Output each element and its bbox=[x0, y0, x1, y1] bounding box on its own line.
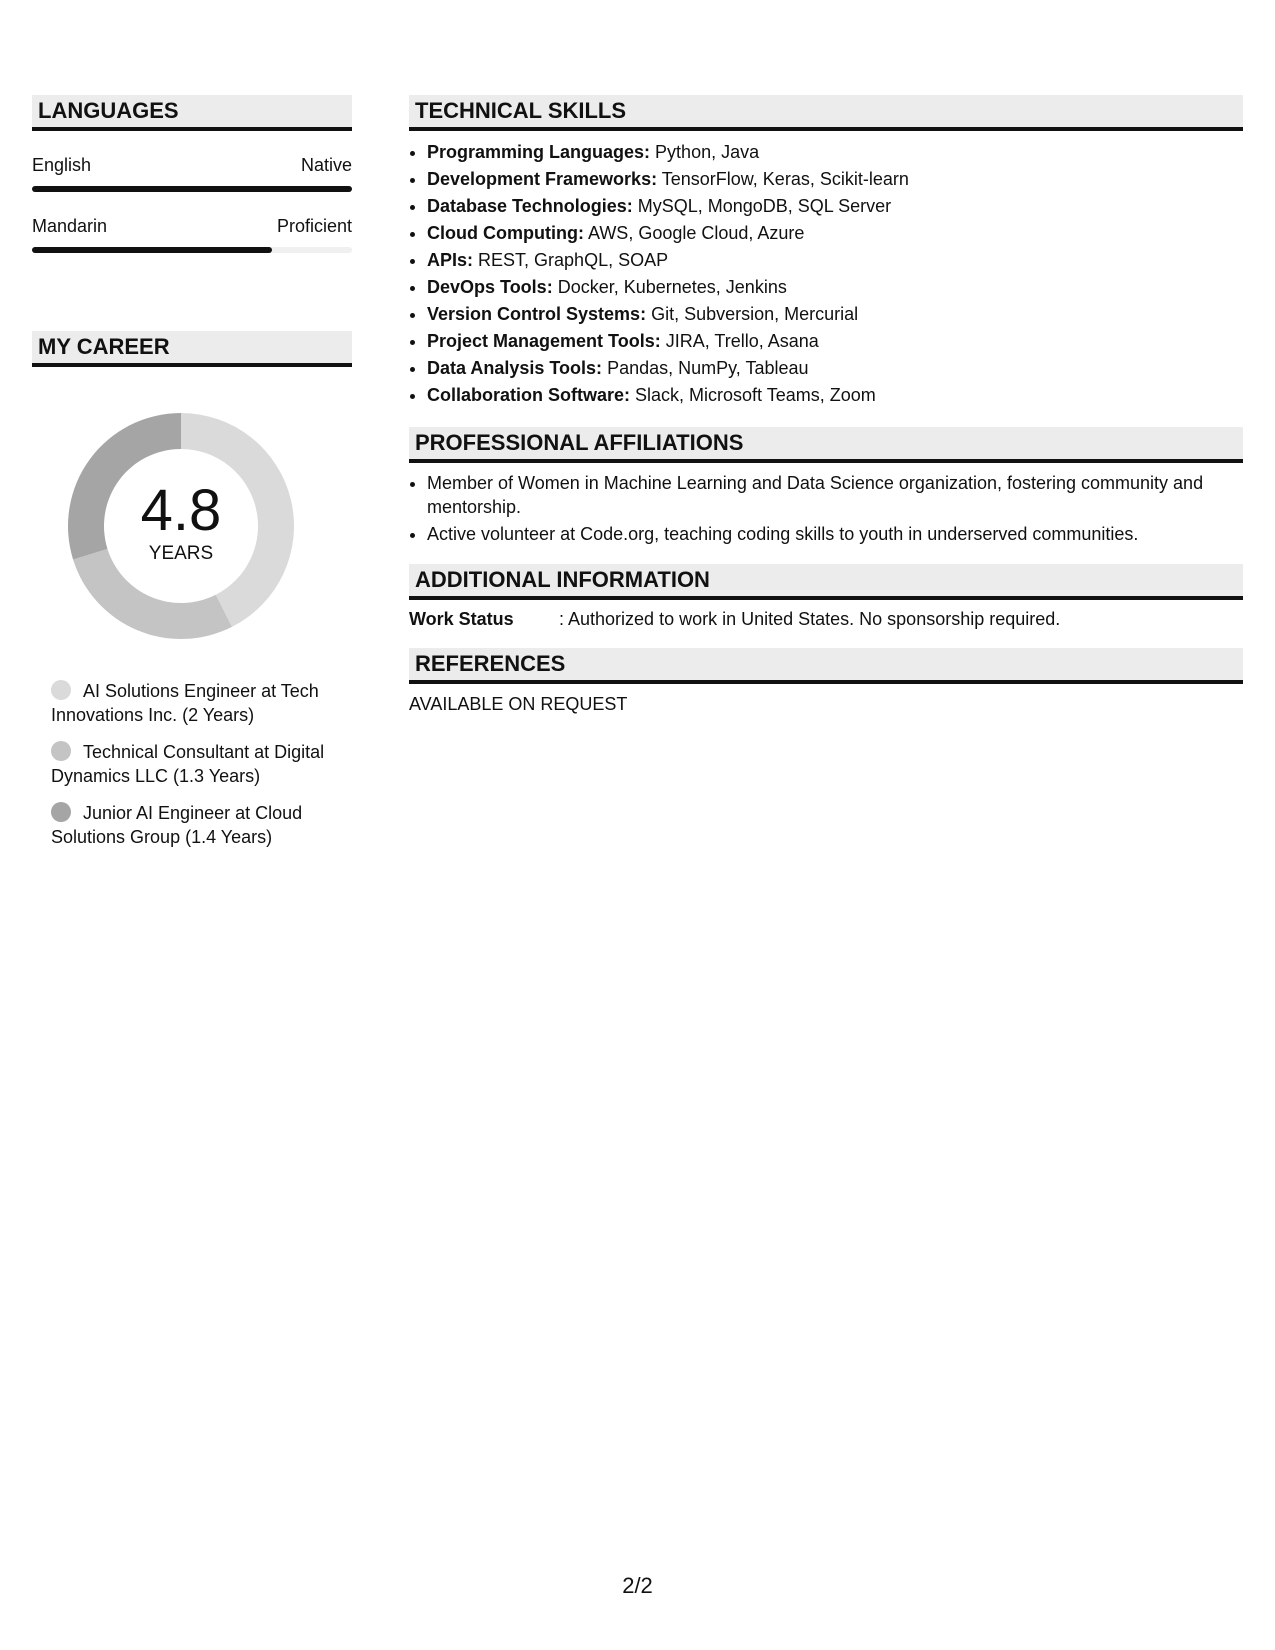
language-bar-track bbox=[32, 247, 352, 253]
language-bar-fill bbox=[32, 186, 352, 192]
language-level: Native bbox=[300, 155, 352, 175]
skill-item bbox=[427, 274, 1243, 301]
skill-label: APIs: bbox=[427, 250, 474, 270]
language-bar-track bbox=[32, 186, 352, 192]
legend-dot-icon bbox=[51, 802, 71, 822]
additional-info-title: ADDITIONAL INFORMATION bbox=[415, 567, 710, 592]
language-bar-fill bbox=[32, 247, 272, 253]
right-column bbox=[409, 95, 1243, 715]
skill-label: Version Control Systems: bbox=[427, 304, 647, 324]
language-level: Proficient bbox=[276, 216, 352, 236]
legend-dot-icon bbox=[51, 741, 71, 761]
skill-label: Collaboration Software: bbox=[427, 385, 631, 405]
affiliations-title: PROFESSIONAL AFFILIATIONS bbox=[415, 430, 744, 455]
legend-label: Technical Consultant at Digital Dynamics LLC (1.3 Years) bbox=[51, 742, 325, 786]
skill-value: Python, Java bbox=[655, 142, 760, 162]
references-header bbox=[409, 648, 1243, 684]
legend-item bbox=[51, 740, 341, 788]
skill-value: REST, GraphQL, SOAP bbox=[478, 250, 669, 270]
skill-label: Project Management Tools: bbox=[427, 331, 661, 351]
skill-label: Data Analysis Tools: bbox=[427, 358, 603, 378]
skill-value: Git, Subversion, Mercurial bbox=[651, 304, 859, 324]
page-number: 2/2 bbox=[622, 1573, 653, 1598]
legend-item bbox=[51, 679, 341, 727]
references-title: REFERENCES bbox=[415, 651, 566, 676]
career-header bbox=[32, 331, 352, 367]
references-text: AVAILABLE ON REQUEST bbox=[409, 694, 628, 714]
skill-item bbox=[427, 247, 1243, 274]
skill-item bbox=[427, 166, 1243, 193]
skill-label: Development Frameworks: bbox=[427, 169, 658, 189]
skills-list bbox=[409, 139, 1243, 409]
skill-label: Programming Languages: bbox=[427, 142, 651, 162]
skill-item bbox=[427, 301, 1243, 328]
skill-label: Cloud Computing: bbox=[427, 223, 584, 243]
career-donut-chart bbox=[66, 411, 296, 641]
language-item bbox=[32, 155, 352, 192]
language-name: English bbox=[32, 155, 92, 175]
additional-info-header bbox=[409, 564, 1243, 600]
legend-item bbox=[51, 801, 341, 849]
skill-label: DevOps Tools: bbox=[427, 277, 553, 297]
skills-title: TECHNICAL SKILLS bbox=[415, 98, 627, 123]
career-legend bbox=[51, 679, 341, 849]
language-name: Mandarin bbox=[32, 216, 108, 236]
skill-value: MySQL, MongoDB, SQL Server bbox=[637, 196, 892, 216]
skill-value: AWS, Google Cloud, Azure bbox=[587, 223, 805, 243]
skill-value: Slack, Microsoft Teams, Zoom bbox=[635, 385, 876, 405]
skill-value: Pandas, NumPy, Tableau bbox=[607, 358, 809, 378]
skill-value: TensorFlow, Keras, Scikit-learn bbox=[661, 169, 909, 189]
work-status-row bbox=[409, 609, 1243, 630]
legend-label: AI Solutions Engineer at Tech Innovations Inc. (2 Years) bbox=[51, 681, 319, 725]
affiliation-item: • Member of Women in Machine Learning and Data Science organization, fostering community and mentorship. bbox=[427, 471, 1243, 519]
skill-value: Docker, Kubernetes, Jenkins bbox=[557, 277, 787, 297]
skill-item bbox=[427, 220, 1243, 247]
skill-value: JIRA, Trello, Asana bbox=[665, 331, 819, 351]
languages-header bbox=[32, 95, 352, 131]
skill-item bbox=[427, 382, 1243, 409]
skill-item bbox=[427, 328, 1243, 355]
skill-label: Database Technologies: bbox=[427, 196, 633, 216]
skills-header bbox=[409, 95, 1243, 131]
legend-dot-icon bbox=[51, 680, 71, 700]
skill-item bbox=[427, 355, 1243, 382]
career-total-unit: YEARS bbox=[148, 543, 214, 564]
work-status-label: Work Status bbox=[409, 609, 514, 629]
left-column bbox=[32, 95, 352, 862]
work-status-value: : Authorized to work in United States. No sponsorship required. bbox=[559, 609, 1061, 629]
donut-center bbox=[66, 411, 296, 641]
legend-label: Junior AI Engineer at Cloud Solutions Group (1.4 Years) bbox=[51, 803, 303, 847]
skill-item bbox=[427, 193, 1243, 220]
affiliation-item: • Active volunteer at Code.org, teaching coding skills to youth in underserved communities. bbox=[427, 522, 1243, 546]
skill-item bbox=[427, 139, 1243, 166]
languages-title: LANGUAGES bbox=[38, 98, 179, 123]
language-item bbox=[32, 216, 352, 253]
affiliations-header bbox=[409, 427, 1243, 463]
career-title: MY CAREER bbox=[38, 334, 170, 359]
career-total-years: 4.8 bbox=[140, 478, 222, 543]
affiliations-list bbox=[409, 471, 1243, 546]
